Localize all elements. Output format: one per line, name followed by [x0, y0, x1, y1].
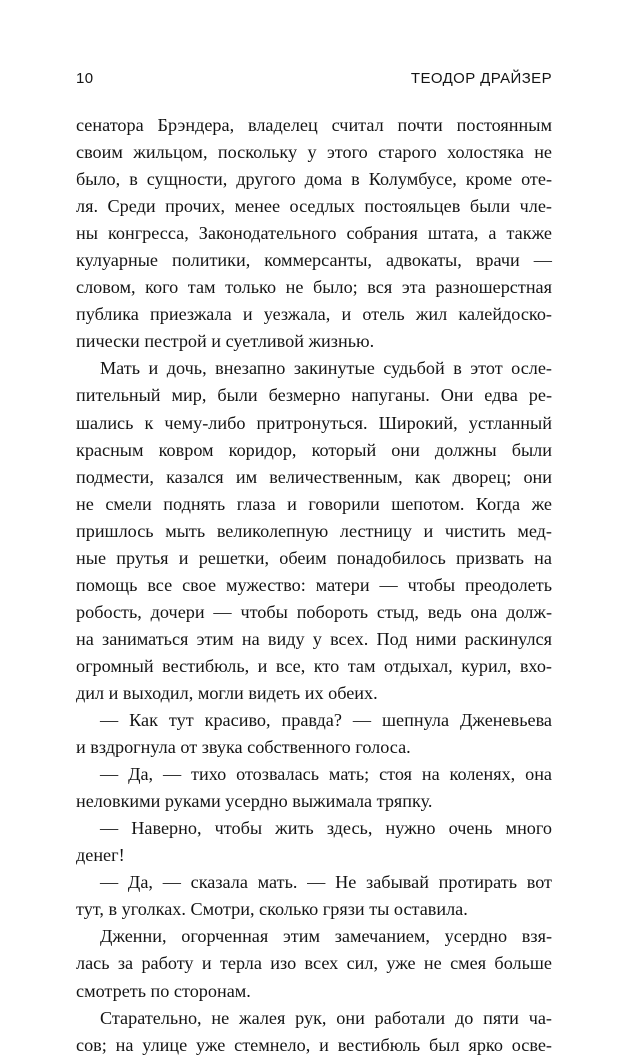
text-line: неловкими руками усердно выжимала тряпку. [76, 791, 433, 812]
page-number: 10 [76, 70, 94, 87]
text-line: ные прутья и решетки, обеим понадобилось призвать на [76, 547, 552, 568]
text-line: красным ковром коридор, который они должны были [76, 439, 552, 460]
running-header [76, 70, 552, 90]
text-line: — Да, — сказала мать. — Не забывай протирать вот [100, 872, 552, 893]
text-line: Мать и дочь, внезапно закинутые судьбой в этот осле- [100, 358, 552, 379]
text-line: помощь все свое мужество: матери — чтобы преодолеть [76, 574, 552, 595]
body-text [76, 112, 552, 1059]
text-line: кулуарные политики, коммерсанты, адвокаты, врачи — [76, 250, 552, 271]
text-line: шались к чему-либо притронуться. Широкий, устланный [76, 412, 552, 433]
text-line: ны конгресса, Законодательного собрания штата, а также [76, 223, 552, 244]
text-line: пришлось мыть великолепную лестницу и чистить мед- [76, 520, 552, 541]
running-title: ТЕОДОР ДРАЙЗЕР [410, 70, 552, 87]
text-line: сов; на улице уже стемнело, и вестибюль был ярко осве- [76, 1034, 552, 1055]
text-line: робость, дочери — чтобы побороть стыд, ведь она долж- [76, 601, 552, 622]
text-line: огромный вестибюль, и все, кто там отдыхал, курил, вхо- [76, 655, 552, 676]
text-line: словом, кого там только не было; вся эта разношерстная [76, 277, 552, 298]
text-line: не смели поднять глаза и говорили шепотом. Когда же [76, 493, 552, 514]
text-line: ля. Среди прочих, менее оседлых постояльцев были чле- [76, 196, 552, 217]
text-line: сенатора Брэндера, владелец считал почти постоянным [76, 115, 552, 135]
text-line: подмести, казался им величественным, как дворец; они [76, 466, 552, 487]
text-line: — Наверно, чтобы жить здесь, нужно очень много [100, 818, 552, 839]
text-line: пительный мир, были безмерно напуганы. Они едва ре- [76, 385, 552, 406]
text-line: было, в сущности, другого дома в Колумбусе, кроме оте- [76, 169, 552, 190]
text-line: денег! [76, 845, 125, 866]
text-line: своим жильцом, поскольку у этого старого холостяка не [76, 142, 552, 163]
text-line: публика приезжала и уезжала, и отель жил калейдоско- [76, 304, 552, 325]
text-line: Дженни, огорченная этим замечанием, усердно взя- [100, 926, 552, 947]
text-line: — Да, — тихо отозвалась мать; стоя на коленях, она [100, 764, 552, 785]
text-line: и вздрогнула от звука собственного голоса. [76, 737, 411, 758]
text-line: смотреть по сторонам. [76, 980, 251, 1001]
text-line: пически пестрой и суетливой жизнью. [76, 331, 375, 352]
text-line: на заниматься этим на виду у всех. Под ними раскинулся [76, 628, 552, 649]
text-line: Старательно, не жалея рук, они работали до пяти ча- [100, 1007, 552, 1028]
text-line: — Как тут красиво, правда? — шепнула Дженевьева [100, 710, 552, 731]
text-line: лась за работу и терла изо всех сил, уже не смея больше [76, 953, 552, 974]
text-line: дил и выходил, могли видеть их обеих. [76, 682, 378, 703]
text-line: тут, в уголках. Смотри, сколько грязи ты оставила. [76, 899, 468, 920]
